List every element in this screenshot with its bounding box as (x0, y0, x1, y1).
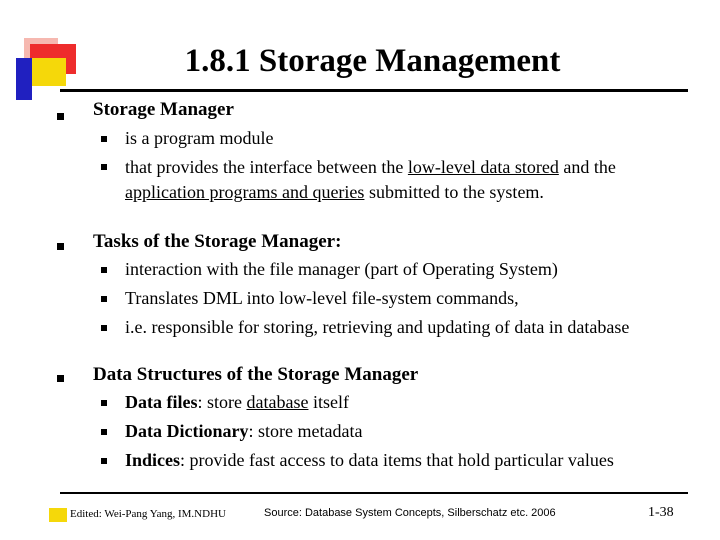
sub-item-text: is a program module (125, 128, 274, 148)
sub-item-continuation (125, 181, 544, 203)
sub-item-text: i.e. responsible for storing, retrieving and updating of data in database (125, 317, 630, 337)
sub-item (125, 258, 558, 280)
sub-bullet-square-icon (101, 267, 107, 273)
sub-item-text: itself (308, 392, 349, 412)
sub-item-text: : store (197, 392, 247, 412)
sub-item (125, 156, 616, 178)
sub-item (125, 420, 362, 442)
sub-item (125, 449, 614, 471)
underlined-term: low-level data stored (407, 157, 559, 177)
sub-item-text: : store metadata (248, 421, 363, 441)
bold-term: Data Dictionary (125, 421, 249, 441)
title-underline (60, 89, 688, 92)
section-heading: Data Structures of the Storage Manager (93, 364, 419, 385)
sub-item-text: Translates DML into low-level file-system commands, (125, 288, 519, 308)
footer-source: Source: Database System Concepts, Silberschatz etc. 2006 (264, 507, 556, 519)
bullet-square-icon (57, 243, 64, 250)
sub-item (125, 287, 519, 309)
underlined-term: application programs and queries (125, 182, 365, 202)
page-number: 1-38 (648, 505, 674, 520)
bold-term: Indices (125, 450, 181, 470)
sub-item (125, 391, 349, 413)
sub-bullet-square-icon (101, 296, 107, 302)
sub-item (125, 127, 273, 149)
bold-term: Data files (125, 392, 198, 412)
sub-item (125, 316, 629, 338)
decorative-blue-bar (16, 58, 32, 100)
footer-editor-credit: Edited: Wei-Pang Yang, IM.NDHU (70, 508, 226, 520)
sub-bullet-square-icon (101, 400, 107, 406)
underlined-term: database (246, 392, 309, 412)
sub-bullet-square-icon (101, 325, 107, 331)
slide-title: 1.8.1 Storage Management (184, 43, 561, 79)
sub-item-text: : provide fast access to data items that hold particular values (180, 450, 614, 470)
sub-item-text: interaction with the file manager (part of Operating System) (125, 259, 558, 279)
decorative-yellow-square (32, 58, 66, 86)
sub-bullet-square-icon (101, 164, 107, 170)
sub-bullet-square-icon (101, 429, 107, 435)
section-heading: Tasks of the Storage Manager: (93, 231, 342, 252)
bullet-square-icon (57, 113, 64, 120)
sub-item-text: submitted to the system. (364, 182, 544, 202)
sub-item-text: that provides the interface between the (125, 157, 408, 177)
footer-divider (60, 492, 688, 494)
sub-item-text: and the (558, 157, 616, 177)
bullet-square-icon (57, 375, 64, 382)
sub-bullet-square-icon (101, 136, 107, 142)
sub-bullet-square-icon (101, 458, 107, 464)
section-heading: Storage Manager (93, 99, 234, 120)
footer-color-swatch (49, 508, 67, 522)
